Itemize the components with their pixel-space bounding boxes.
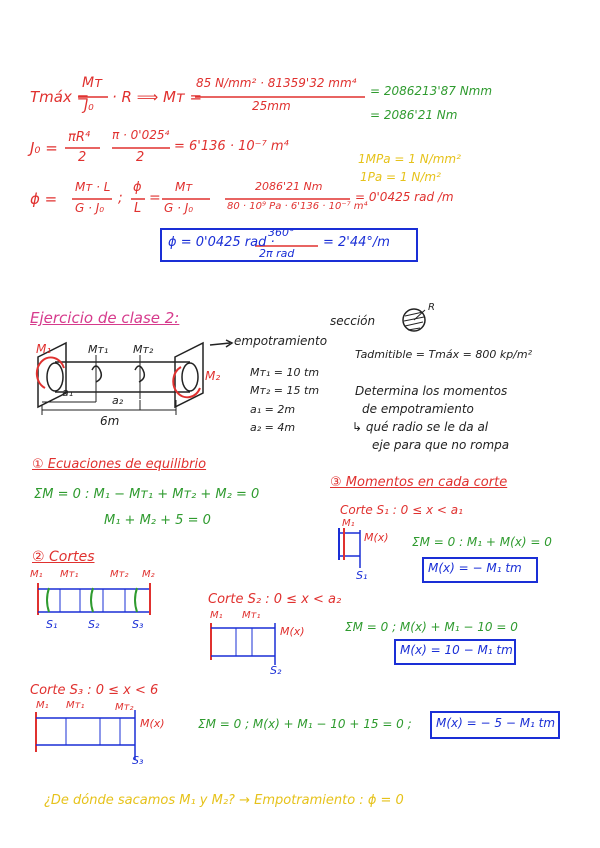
- corte1-eq: ΣM = 0 : M₁ + M(x) = 0: [412, 535, 552, 549]
- data-mt2: Mᴛ₂ = 15 tm: [250, 384, 320, 397]
- phiL-den: L: [134, 201, 142, 216]
- j0-den: 2: [78, 150, 87, 165]
- task-line-4: eje para que no rompa: [372, 438, 510, 452]
- beam-mt1: Mᴛ₁: [88, 343, 109, 356]
- momentos-title: ③ Momentos en cada corte: [330, 475, 508, 490]
- corte1-s1: S₁: [356, 569, 368, 582]
- phiL-num3: 2086'21 Nm: [255, 180, 323, 193]
- tmax-frac-num: Mᴛ: [82, 75, 103, 91]
- seccion-label: sección: [330, 314, 376, 328]
- corte2-box-text: M(x) = 10 − M₁ tm: [400, 643, 513, 657]
- data-mt1: Mᴛ₁ = 10 tm: [250, 366, 320, 379]
- boxed-part-b: = 2'44°/m: [323, 235, 390, 250]
- task-line-2: de empotramiento: [362, 402, 474, 416]
- corte1-mx: M(x): [364, 531, 389, 544]
- phiL-eq: =: [149, 190, 161, 206]
- corte3-eq: ΣM = 0 ; M(x) + M₁ − 10 + 15 = 0 ;: [198, 717, 412, 731]
- tmax-lhs: Tmáx =: [30, 88, 90, 106]
- beam-mt2: Mᴛ₂: [133, 343, 154, 356]
- cortes-m2: M₂: [142, 569, 155, 580]
- phi-sep: ;: [118, 190, 123, 206]
- corte2-eq: ΣM = 0 ; M(x) + M₁ − 10 = 0: [345, 620, 518, 634]
- unit-mpa: 1MPa = 1 N/mm²: [358, 152, 461, 166]
- phiL-num2: Mᴛ: [175, 180, 193, 194]
- j0-lhs: J₀ =: [30, 139, 58, 157]
- corte1-title: Corte S₁ : 0 ≤ x < a₁: [340, 503, 463, 517]
- corte2-mt1: Mᴛ₁: [242, 610, 261, 621]
- beam-m2: M₂: [205, 369, 221, 383]
- mt-result-nm: = 2086'21 Nm: [370, 108, 458, 122]
- radius-label: R: [428, 302, 435, 313]
- corte3-mt2: Mᴛ₂: [115, 702, 134, 713]
- equilibrio-eq2: M₁ + M₂ + 5 = 0: [104, 513, 211, 528]
- phiL-num: ϕ: [133, 180, 142, 195]
- mt-result-nmm: = 2086213'87 Nmm: [370, 84, 493, 98]
- empotramiento-label: empotramiento: [234, 334, 328, 348]
- j0-result: = 6'136 · 10⁻⁷ m⁴: [174, 139, 289, 154]
- phiL-den3: 80 · 10⁹ Pa · 6'136 · 10⁻⁷ m⁴: [227, 201, 368, 212]
- cortes-mt2: Mᴛ₂: [110, 569, 129, 580]
- corte3-s3: S₃: [132, 754, 144, 767]
- footer-question: ¿De dónde sacamos M₁ y M₂? → Empotramiento : ϕ = 0: [44, 793, 404, 808]
- phiL-den2: G · J₀: [164, 201, 194, 215]
- corte2-mx: M(x): [280, 625, 305, 638]
- equilibrio-title: ① Ecuaciones de equilibrio: [32, 457, 207, 472]
- data-a2: a₂ = 4m: [250, 421, 296, 434]
- mt-denominator: 25mm: [252, 99, 291, 113]
- data-a1: a₁ = 2m: [250, 403, 296, 416]
- beam-length: 6m: [100, 414, 120, 428]
- tau-admissible: Tadmitible = Tmáx = 800 kp/m²: [355, 348, 533, 361]
- corte2-m1: M₁: [210, 610, 223, 621]
- corte3-mx: M(x): [140, 717, 165, 730]
- corte3-box-text: M(x) = − 5 − M₁ tm: [436, 716, 556, 730]
- tmax-frac-den: J₀: [84, 98, 94, 114]
- equilibrio-eq1: ΣM = 0 : M₁ − Mᴛ₁ + Mᴛ₂ + M₂ = 0: [34, 487, 260, 502]
- j0-num2: π · 0'025⁴: [112, 128, 170, 142]
- mt-numerator: 85 N/mm² · 81359'32 mm⁴: [196, 76, 357, 90]
- task-line-3: ↳ qué radio se le da al: [352, 420, 489, 434]
- cortes-s1: S₁: [46, 618, 58, 631]
- cortes-s3: S₃: [132, 618, 144, 631]
- corte1-m1: M₁: [342, 518, 355, 529]
- boxed-den: 2π rad: [259, 247, 295, 260]
- boxed-part-a: ϕ = 0'0425 rad ·: [168, 235, 275, 250]
- boxed-num: 360°: [268, 226, 295, 239]
- corte3-title: Corte S₃ : 0 ≤ x < 6: [30, 683, 159, 698]
- beam-a2: a₂: [112, 394, 124, 407]
- corte1-box-text: M(x) = − M₁ tm: [428, 561, 522, 575]
- cortes-m1: M₁: [30, 569, 43, 580]
- phiL-result: = 0'0425 rad /m: [355, 190, 454, 204]
- phi-num: Mᴛ · L: [75, 180, 111, 194]
- cortes-s2: S₂: [88, 618, 100, 631]
- corte2-title: Corte S₂ : 0 ≤ x < a₂: [208, 592, 342, 607]
- j0-num: πR⁴: [68, 130, 91, 145]
- cortes-title: ② Cortes: [32, 549, 95, 565]
- exercise-title: Ejercicio de clase 2:: [30, 309, 180, 327]
- corte3-mt1: Mᴛ₁: [66, 700, 85, 711]
- task-line-1: Determina los momentos: [355, 384, 508, 398]
- phi-lhs: ϕ =: [30, 190, 58, 208]
- tmax-rest: · R ⟹ Mᴛ =: [112, 88, 203, 106]
- corte2-s2: S₂: [270, 664, 282, 677]
- unit-pa: 1Pa = 1 N/m²: [360, 170, 441, 184]
- corte3-m1: M₁: [36, 700, 49, 711]
- j0-den2: 2: [136, 150, 145, 165]
- beam-a1: a₁: [62, 386, 74, 399]
- cortes-mt1: Mᴛ₁: [60, 569, 79, 580]
- beam-m1: M₁: [36, 342, 52, 356]
- phi-den: G · J₀: [75, 201, 105, 215]
